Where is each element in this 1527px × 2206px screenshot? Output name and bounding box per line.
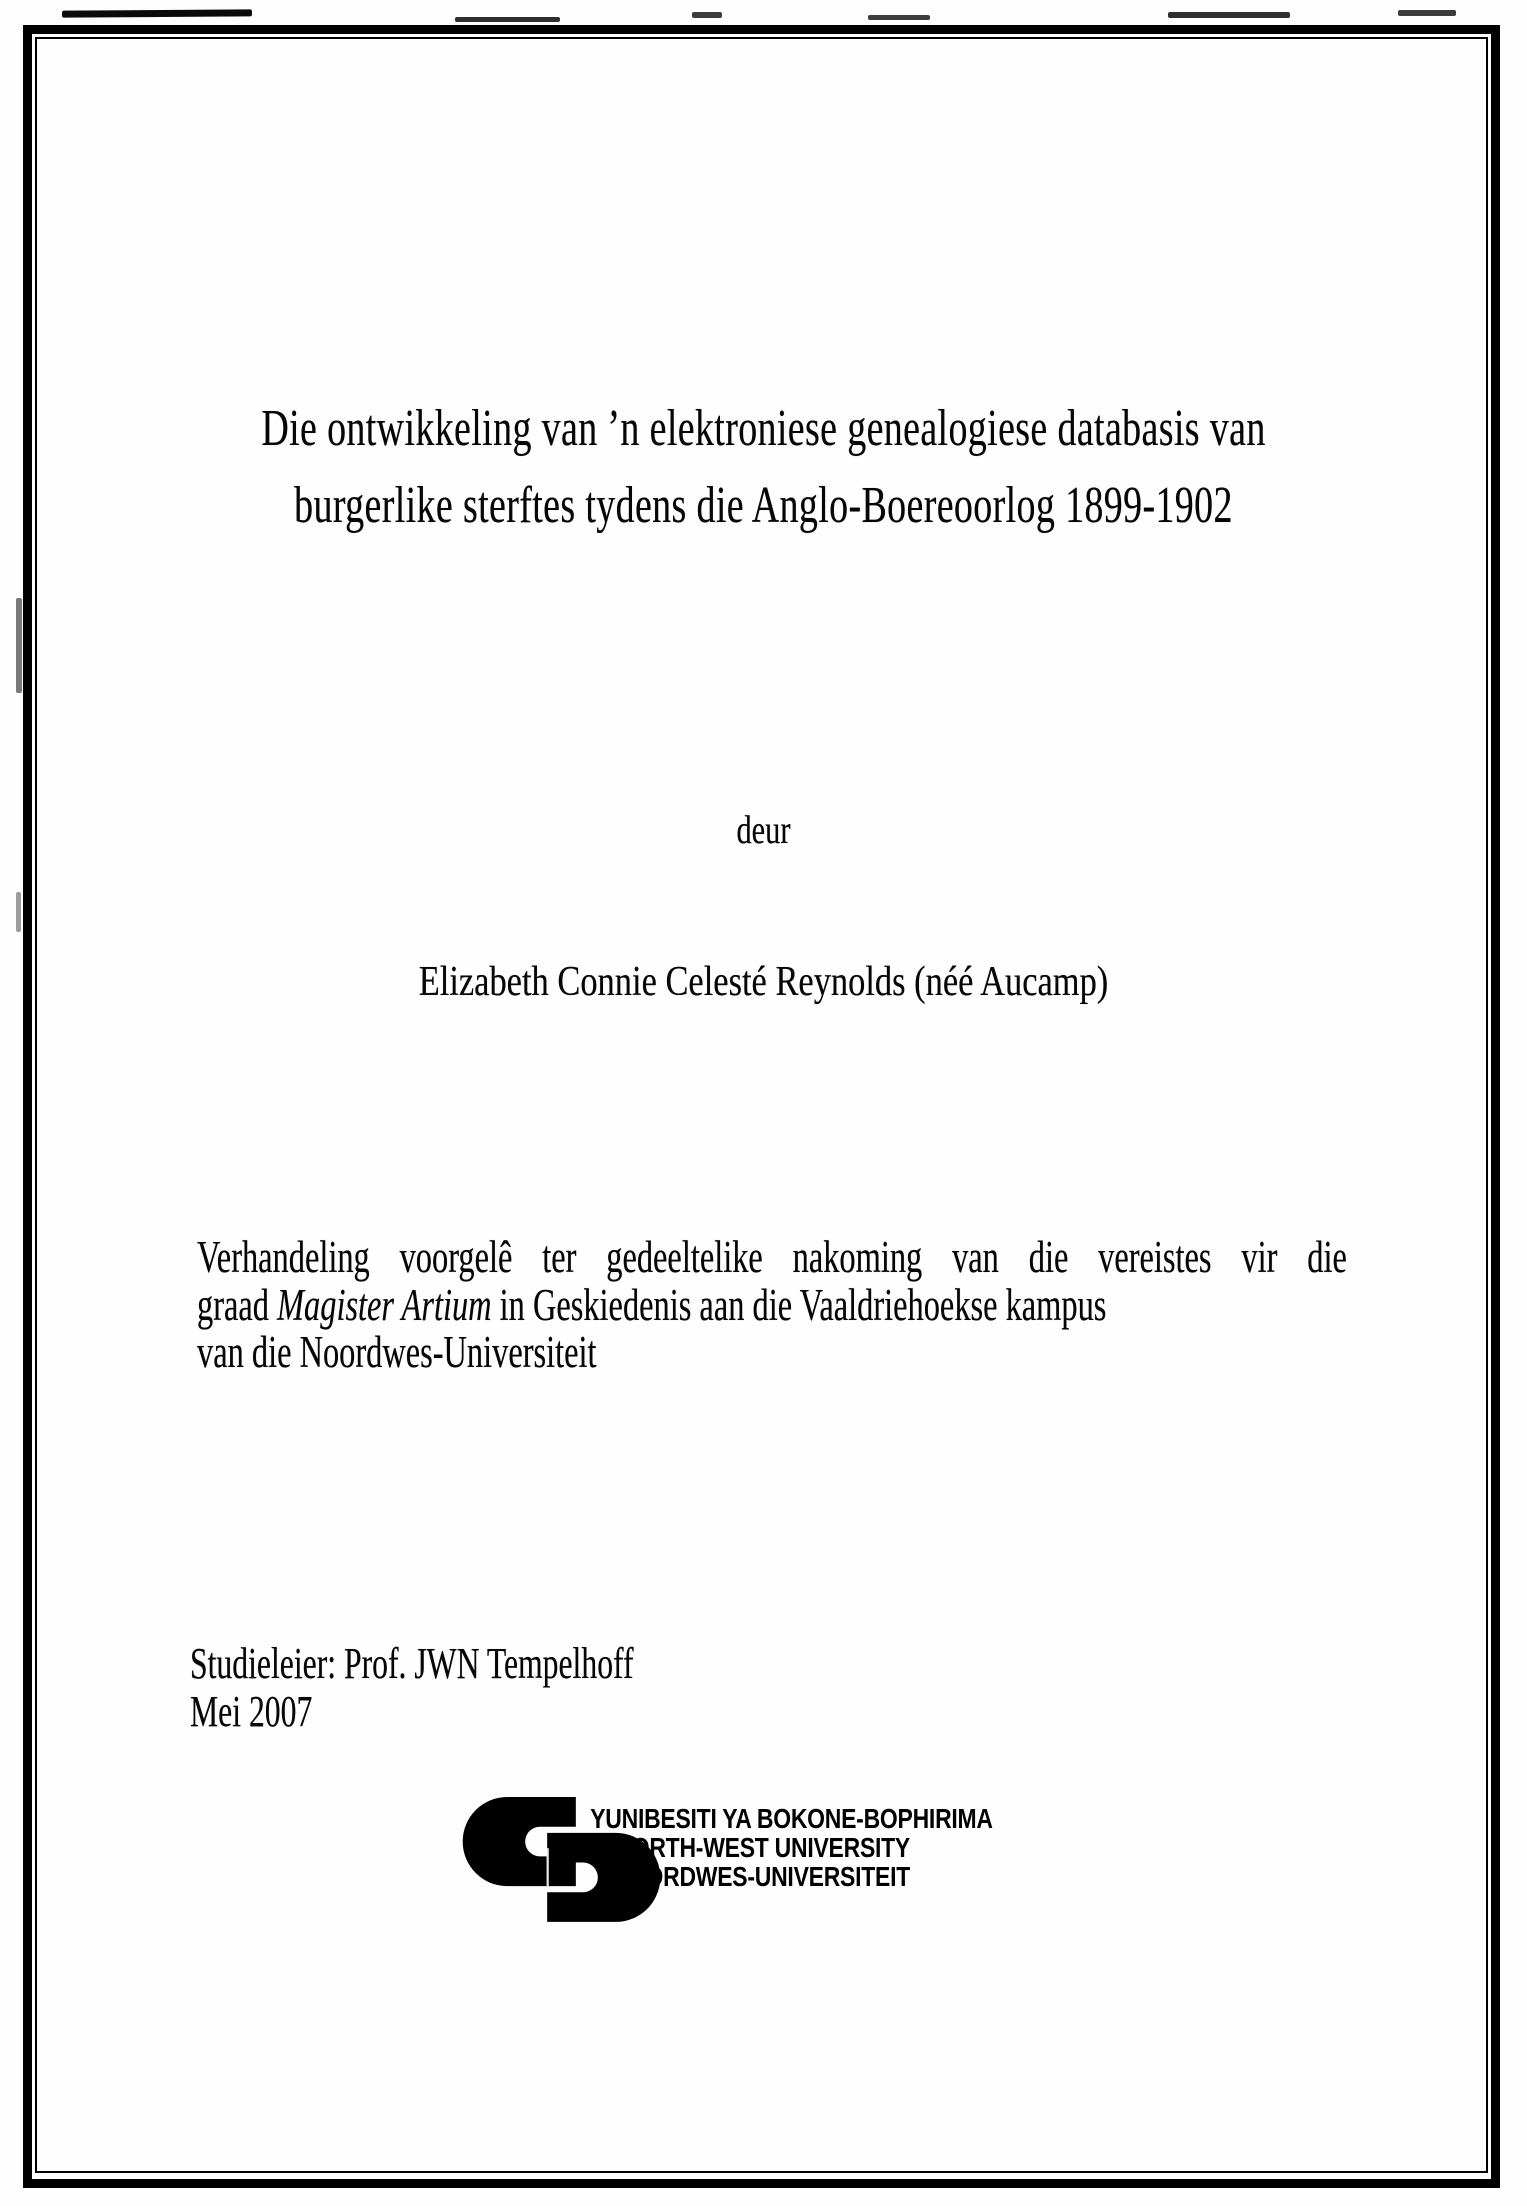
scan-artifact bbox=[16, 892, 21, 932]
degree-statement-line-2-post: in Geskiedenis aan die Vaaldriehoekse kampus bbox=[491, 1279, 1107, 1330]
byline: deur bbox=[736, 807, 791, 852]
scan-artifact bbox=[16, 598, 22, 693]
thesis-title bbox=[206, 390, 1321, 544]
thesis-title-line-2: burgerlike sterftes tydens die Anglo-Boereoorlog 1899-1902 bbox=[294, 477, 1233, 534]
scan-artifact bbox=[868, 15, 930, 20]
scan-artifact bbox=[62, 9, 252, 17]
degree-statement-line-2-pre: graad bbox=[197, 1279, 278, 1330]
degree-title-italic: Magister Artium bbox=[277, 1279, 492, 1330]
scan-artifact bbox=[1398, 10, 1456, 16]
scan-artifact bbox=[455, 17, 560, 22]
degree-statement-line-2 bbox=[197, 1279, 1347, 1330]
degree-statement bbox=[197, 1234, 1347, 1377]
logo-name-english: NORTH-WEST UNIVERSITY bbox=[615, 1832, 910, 1863]
degree-statement-line-3: van die Noordwes-Universiteit bbox=[197, 1327, 597, 1377]
degree-statement-line-1: Verhandeling voorgelê ter gedeeltelike nakoming van die vereistes vir die bbox=[197, 1232, 1347, 1282]
logo-name-afrikaans: NOORDWES-UNIVERSITEIT bbox=[611, 1861, 910, 1892]
scan-artifact bbox=[1168, 12, 1290, 18]
scan-artifact bbox=[692, 12, 722, 18]
university-logo-text bbox=[590, 1803, 993, 1892]
thesis-title-line-1: Die ontwikkeling van ’n elektroniese genealogiese databasis van bbox=[261, 400, 1266, 457]
date-line: Mei 2007 bbox=[190, 1687, 313, 1736]
logo-name-setswana: YUNIBESITI YA BOKONE-BOPHIRIMA bbox=[590, 1803, 993, 1834]
supervisor-line: Studieleier: Prof. JWN Tempelhoff bbox=[190, 1639, 634, 1688]
credits-block bbox=[190, 1640, 634, 1736]
author-name: Elizabeth Connie Celesté Reynolds (néé Aucamp) bbox=[418, 959, 1109, 1005]
